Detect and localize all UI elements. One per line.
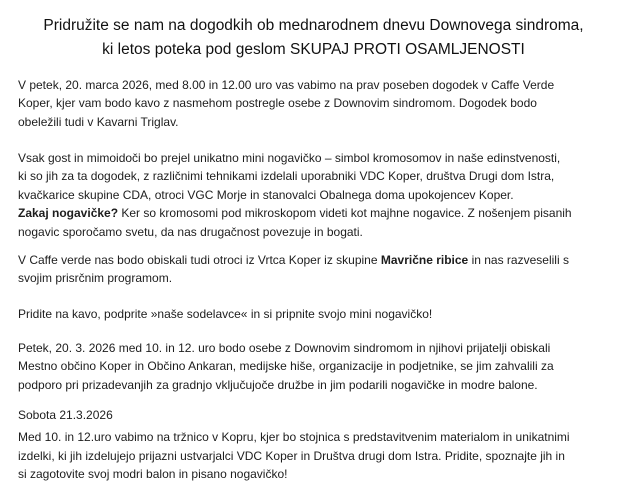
text-line: kvačkarice skupine CDA, otroci VGC Morje in stanovalci Obalnega doma upokojencev Koper. [18,187,514,202]
text-line: si zagotovite svoj modri balon in pisano nogavičko! [18,467,288,482]
paragraph-friday-visit [18,339,612,394]
heading-line-1: Pridružite se nam na dogodkih ob mednarodnem dnevu Downovega sindroma, [43,17,584,34]
paragraph-mini-socks [18,149,612,241]
paragraph-kindergarten [18,251,612,288]
text-run: V Caffe verde nas bodo obiskali tudi otroci iz Vrtca Koper iz skupine [18,253,381,267]
paragraph-invitation [18,305,612,323]
bold-group-name: Mavrične ribice [380,253,469,267]
text-line: Pridite na kavo, podprite »naše sodelavce« in si pripnite svojo mini nogavičko! [18,307,433,321]
text-line: V petek, 20. marca 2026, med 8.00 in 12.00 uro vas vabimo na prav poseben dogodek v Caffe Verde [18,78,555,92]
text-line: svojim prisrčnim programom. [18,271,173,286]
bold-question: Zakaj nogavičke? [18,206,119,221]
text-line: Vsak gost in mimoidoči bo prejel unikatno mini nogavičko – simbol kromosomov in naše edinstvenosti, [18,151,561,165]
text-line: Mestno občino Koper in Občino Ankaran, medijske hiše, organizacije in podjetnike, se jim zahvalili za [18,359,554,374]
text-line: izdelki, ki jih izdelujejo prijazni ustvarjalci VDC Koper in Društva drugi dom Istra. Pridite, spoznajte jih in [18,448,565,463]
document-heading [20,14,607,62]
text-line: Petek, 20. 3. 2026 med 10. in 12. uro bodo osebe z Downovim sindromom in njihovi prijatelji obiskali [18,341,551,355]
text-run: Ker so kromosomi pod mikroskopom videti kot majhne nogavice. Z nošenjem pisanih [118,206,572,221]
text-line: podporo pri prizadevanjih za gradnjo vključujoče družbe in jim podarili nogavičke in modre balone. [18,377,538,392]
text-line: Med 10. in 12.uro vabimo na tržnico v Kopru, kjer bo stojnica s predstavitvenim materialom in unikatnimi [18,430,570,445]
text-line: ki so jih za ta dogodek, z različnimi tehnikami izdelali uporabniki VDC Koper, društva Drugi dom Istra, [18,169,555,184]
text-line [18,251,612,269]
text-line [18,204,612,222]
text-line: Koper, kjer vam bodo kavo z nasmehom postregle osebe z Downovim sindromom. Dogodek bodo [18,96,537,111]
text-run: in nas razveselili s [468,253,569,267]
paragraph-saturday [18,406,612,484]
text-line: obeležili tudi v Kavarni Triglav. [18,114,179,129]
paragraph-caffe-verde [18,76,612,131]
saturday-date: Sobota 21.3.2026 [18,408,113,422]
heading-line-2: ki letos poteka pod geslom SKUPAJ PROTI OSAMLJENOSTI [102,41,525,58]
text-line: nogavic sporočamo svetu, da nas drugačnost povezuje in bogati. [18,224,363,239]
